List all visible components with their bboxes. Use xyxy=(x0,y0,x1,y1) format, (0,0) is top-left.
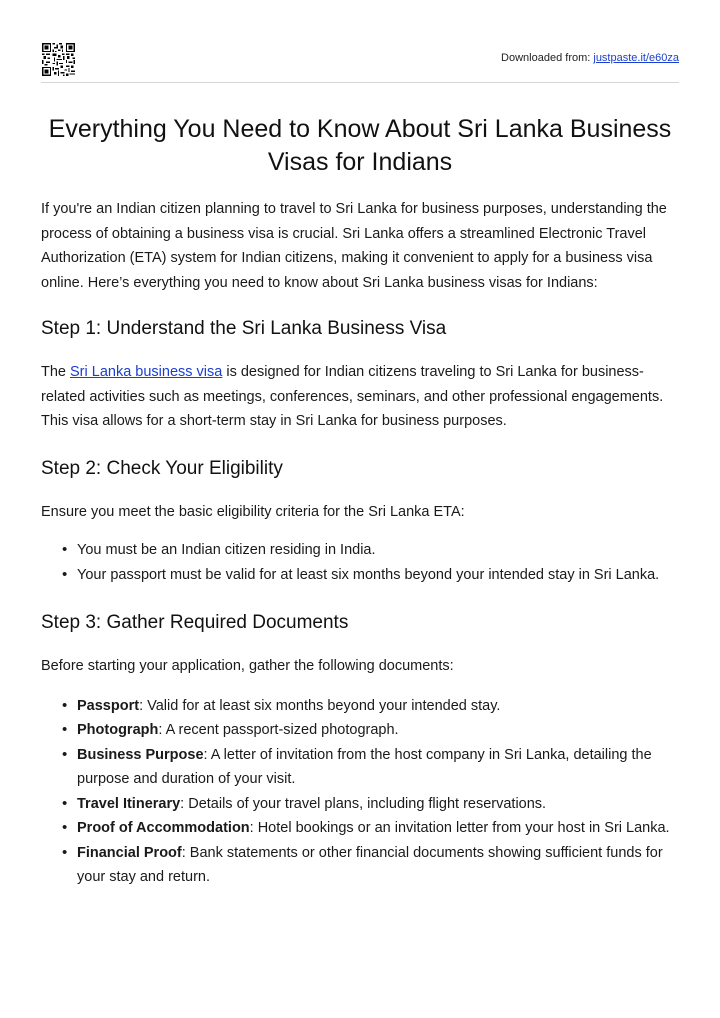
list-item-desc: : Details of your travel plans, including flight reservations. xyxy=(180,795,547,812)
list-item-desc: : Hotel bookings or an invitation letter from your host in Sri Lanka. xyxy=(249,820,670,836)
list-item-term: Travel Itinerary xyxy=(77,795,181,812)
list-item xyxy=(77,694,679,719)
list-item xyxy=(77,816,679,841)
intro-paragraph: If you're an Indian citizen planning to travel to Sri Lanka for business purposes, understanding the process of obtaining a business visa is crucial. Sri Lanka offers a streamlined Electronic Travel Authorization (ETA) system for Indian citizens, making it convenient to apply for a business visa online. Here’s everything you need to know about Sri Lanka business visas for Indians: xyxy=(41,201,667,291)
list-item-term: Photograph xyxy=(77,722,159,738)
list-item-term: Proof of Accommodation xyxy=(77,820,250,836)
list-item-desc: : A letter of invitation from the host company in Sri Lanka, detailing the purpose and duration of your visit. xyxy=(77,746,652,787)
step3-heading: Step 3: Gather Required Documents xyxy=(41,612,349,633)
list-item xyxy=(77,792,679,817)
step1-text-after: is designed for Indian citizens traveling to Sri Lanka for business-related activities such as meetings, conferences, seminars, and other professional engagements. This visa allows for a short-term stay in Sri Lanka for business purposes. xyxy=(41,364,664,429)
list-item-desc: : Bank statements or other financial documents showing sufficient funds for your stay and return. xyxy=(77,844,663,885)
list-item-desc: : Valid for at least six months beyond your intended stay. xyxy=(139,697,501,714)
list-item xyxy=(77,743,679,792)
step1-paragraph xyxy=(41,360,679,434)
step3-intro: Before starting your application, gather the following documents: xyxy=(41,658,454,674)
page-title: Everything You Need to Know About Sri Lanka Business Visas for Indians xyxy=(48,115,672,176)
download-source-link[interactable]: justpaste.it/e60za xyxy=(593,52,679,64)
article xyxy=(41,113,679,890)
sri-lanka-business-visa-link[interactable]: Sri Lanka business visa xyxy=(70,364,223,380)
download-prefix: Downloaded from: xyxy=(501,52,594,64)
list-item-term: Business Purpose xyxy=(77,746,204,763)
list-item: • Your passport must be valid for at least six months beyond your intended stay in Sri Lanka. xyxy=(77,563,679,588)
header-divider xyxy=(41,82,679,83)
list-item xyxy=(77,841,679,890)
step1-text-before: The xyxy=(41,364,71,380)
list-item xyxy=(77,718,679,743)
step2-intro: Ensure you meet the basic eligibility criteria for the Sri Lanka ETA: xyxy=(41,503,465,520)
documents-list xyxy=(41,694,679,890)
list-item-term: Financial Proof xyxy=(77,844,182,861)
qr-code-icon xyxy=(42,43,75,76)
step2-heading: Step 2: Check Your Eligibility xyxy=(41,457,283,479)
step1-heading: Step 1: Understand the Sri Lanka Business Visa xyxy=(41,318,447,339)
eligibility-list xyxy=(41,538,679,587)
list-item: • You must be an Indian citizen residing in India. xyxy=(77,538,679,563)
list-item-desc: : A recent passport-sized photograph. xyxy=(158,722,399,738)
list-item-term: Passport xyxy=(77,697,140,714)
download-source xyxy=(501,52,679,64)
